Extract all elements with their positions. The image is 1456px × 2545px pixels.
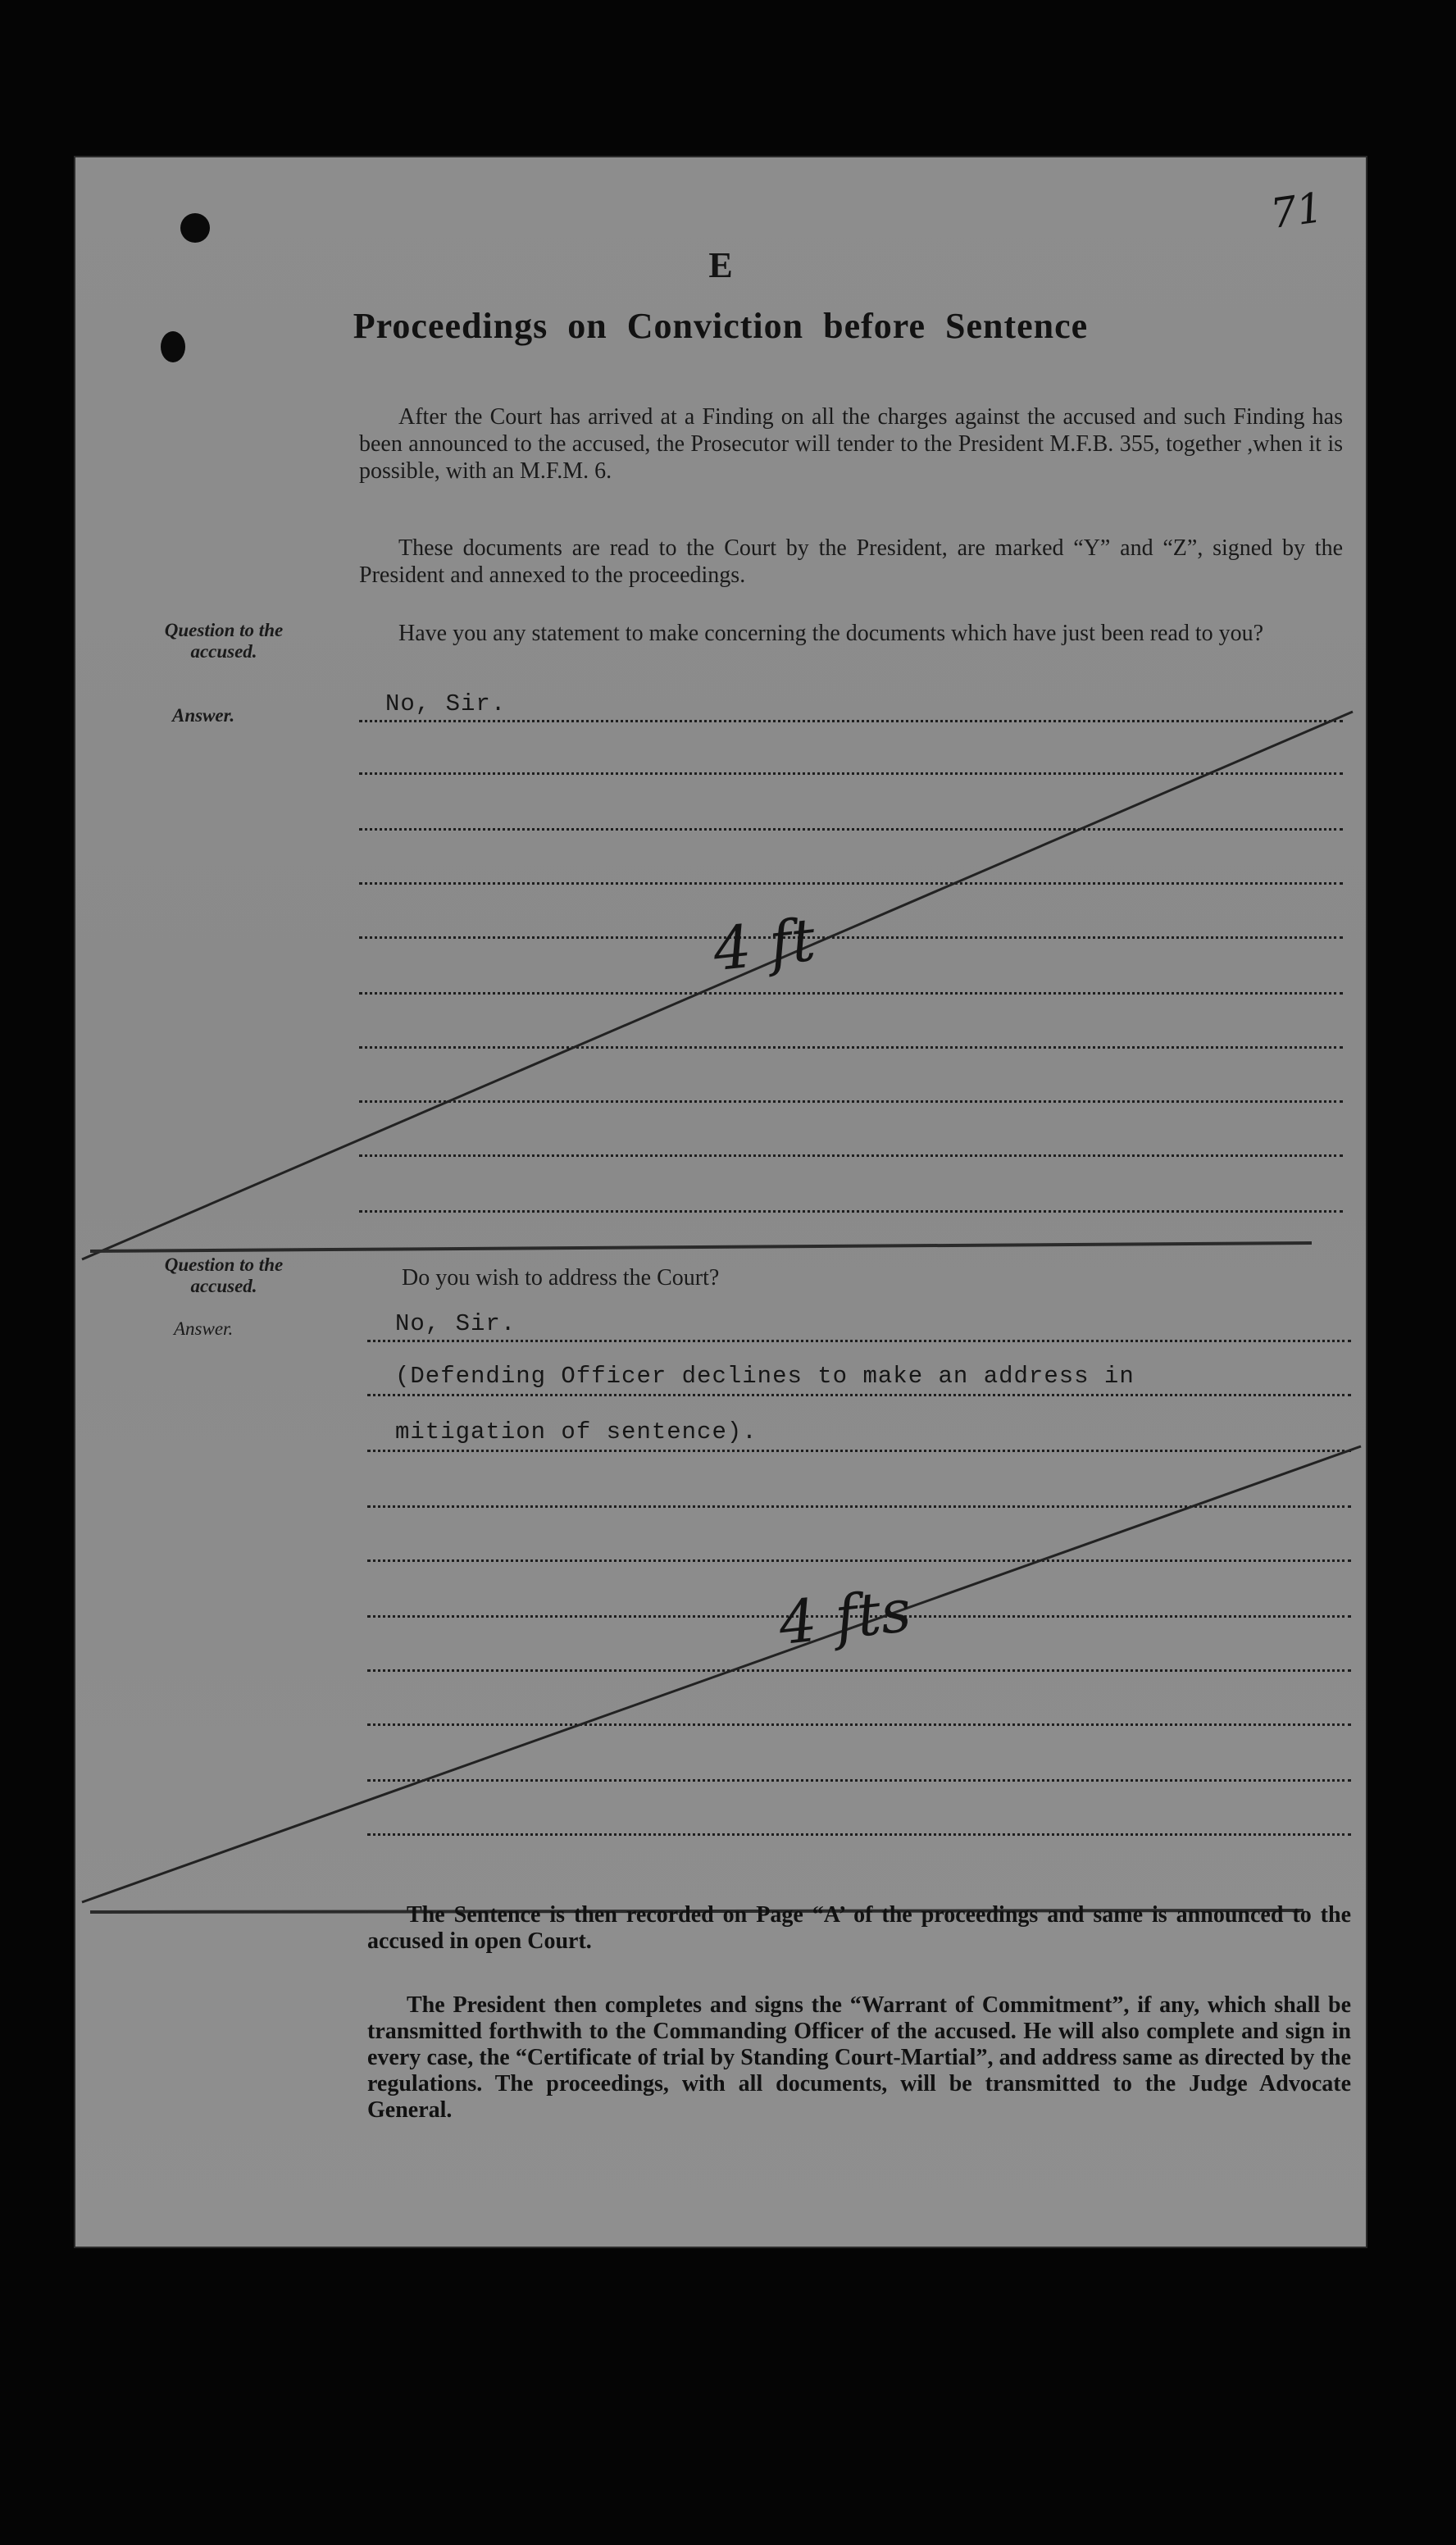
question1-text: Have you any statement to make concerning the documents which have just been read to you? bbox=[398, 621, 1264, 646]
question2-answer-line-3: mitigation of sentence). bbox=[395, 1418, 758, 1446]
intro-paragraph-2: These documents are read to the Court by the President, are marked “Y” and “Z”, signed by the President and annexed to the proceedings. bbox=[359, 535, 1343, 588]
question1-side-label: Question to the accused. bbox=[164, 620, 284, 662]
handwritten-page-number: 71 bbox=[1267, 183, 1326, 239]
page-title: Proceedings on Conviction before Sentence bbox=[353, 306, 1089, 346]
section-letter: E bbox=[708, 245, 733, 285]
document-page bbox=[74, 156, 1367, 2248]
question2-answer-line-1: No, Sir. bbox=[395, 1310, 516, 1337]
intro-paragraph-1: After the Court has arrived at a Finding on all the charges against the accused and such Finding has been announced to the accused, the Prosecutor will tender to the President M.F.B. 355, together ,when it is possible, with an M.F.M. 6. bbox=[359, 404, 1343, 484]
question1-initials: 4 ft bbox=[709, 904, 819, 985]
closing-paragraph-2: The President then completes and signs the “Warrant of Commitment”, if any, which shall be transmitted forthwith to the Commanding Officer of the accused. He will also complete and sign in every case, the “Certificate of trial by Standing Court-Martial”, and address same as directed by the regulations. The proceedings, with all documents, will be transmitted to the Judge Advocate General. bbox=[367, 1992, 1351, 2123]
question2-text: Do you wish to address the Court? bbox=[402, 1265, 720, 1291]
closing-paragraph-1: The Sentence is then recorded on Page “A’ of the proceedings and same is announced to the accused in open Court. bbox=[367, 1902, 1351, 1954]
question1-answer-text: No, Sir. bbox=[385, 690, 507, 717]
question2-answer-label: Answer. bbox=[174, 1318, 234, 1339]
question2-answer-line-2: (Defending Officer declines to make an address in bbox=[395, 1363, 1135, 1390]
question2-initials: 4 fts bbox=[776, 1575, 915, 1659]
question2-side-label: Question to the accused. bbox=[164, 1254, 284, 1296]
question1-answer-label: Answer. bbox=[172, 705, 235, 726]
